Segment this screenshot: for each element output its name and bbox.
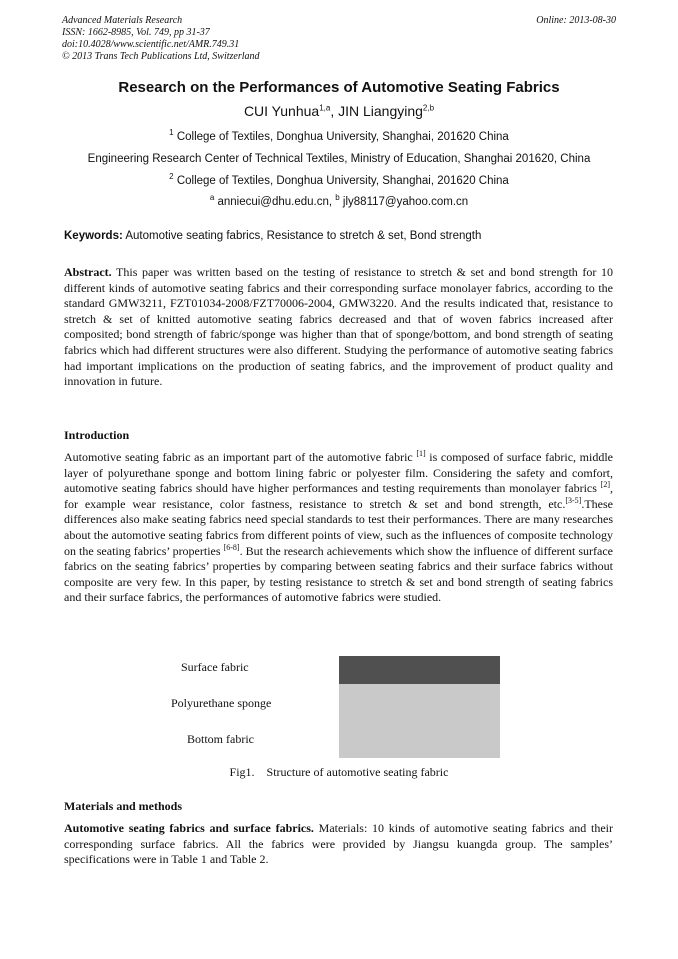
affiliation-2 [0, 172, 678, 187]
journal-doi: doi:10.4028/www.scientific.net/AMR.749.31 [62, 39, 240, 50]
author-2-sup: 2,b [422, 103, 435, 113]
journal-header [62, 15, 260, 63]
author-separator: , [330, 103, 339, 119]
citation-2: [2] [600, 480, 610, 490]
keywords-label: Keywords: [64, 230, 123, 242]
intro-text-3: , for example wear resistance, color fastness, resistance to stretch & set and bond strength, etc. [64, 481, 613, 511]
online-date: Online: 2013-08-30 [536, 15, 616, 26]
abstract-label: Abstract. [64, 265, 112, 279]
intro-text-1: Automotive seating fabric as an important part of the automotive fabric [64, 450, 417, 464]
introduction-text [64, 450, 613, 606]
journal-name: Advanced Materials Research [62, 15, 183, 26]
affiliation-1-text: College of Textiles, Donghua University, Shanghai, 201620 China [173, 131, 509, 143]
surface-fabric-layer [339, 656, 500, 684]
author-line [0, 103, 678, 119]
figure-label-surface: Surface fabric [181, 660, 249, 674]
email-b: jly88117@yahoo.com.cn [339, 196, 469, 208]
keywords-text: Automotive seating fabrics, Resistance to stretch & set, Bond strength [122, 230, 482, 242]
figure-label-sponge: Polyurethane sponge [171, 696, 272, 710]
author-1: CUI Yunhua [243, 103, 320, 119]
author-1-sup: 1,a [319, 103, 331, 113]
sponge-layer [339, 684, 500, 758]
intro-text-5: . But the research achievements which show the influence of different surface fabrics on the seating fabrics’ properties by comparing between seating fabrics and their surface fabrics without composite are very few. In this paper, by testing resistance to stretch & set and bond strength of seating fabrics and their surface fabrics, the performances of automotive fabrics were studied. [64, 543, 613, 605]
email-a-sup: a [209, 193, 215, 203]
citation-3: [3-5] [565, 495, 582, 505]
journal-copyright: © 2013 Trans Tech Publications Ltd, Switzerland [62, 51, 260, 62]
email-b-sup: b [335, 193, 340, 203]
materials-body: Materials: 10 kinds of automotive seating fabrics and their corresponding surface fabrics. All the fabrics were provided by Jiangsu kuangda group. The samples’ specifications were in Table 1 and Table 2. [64, 821, 614, 867]
author-2: JIN Liangying [338, 103, 423, 119]
materials-subheading: Automotive seating fabrics and surface fabrics. [64, 821, 314, 835]
fabric-structure-figure [339, 656, 500, 758]
affiliation-1 [0, 128, 678, 143]
affiliation-1b: Engineering Research Center of Technical Textiles, Ministry of Education, Shanghai 201620, China [87, 153, 591, 165]
abstract-text: This paper was written based on the testing of resistance to stretch & set and bond strength for 10 different kinds of automotive seating fabrics and their corresponding surface monolayer fabrics, according to the standard GMW3211, FZT01034-2008/FZT70006-2004, GMW3220. And the results indicated that, resistance to stretch & set of knitted automotive seating fabrics decreased and that of woven fabrics increased after composited; bond strength of fabric/sponge was higher than that of sponge/bottom, and bond strength of seating fabrics which had different structures were also different. Studying the performance of automotive seating fabrics had important implications on the production of seating fabrics, and the improvement of product quality and innovation in future. [64, 265, 613, 389]
citation-4: [6-8] [223, 542, 240, 552]
email-a: anniecui@dhu.edu.cn, [214, 196, 336, 208]
journal-issn: ISSN: 1662-8985, Vol. 749, pp 31-37 [62, 27, 210, 38]
affiliation-2-text: College of Textiles, Donghua University, Shanghai, 201620 China [173, 175, 509, 187]
paper-title: Research on the Performances of Automotive Seating Fabrics [118, 79, 560, 96]
affiliation-2-sup: 2 [169, 172, 174, 182]
figure-label-bottom: Bottom fabric [187, 732, 254, 746]
keywords [64, 230, 481, 242]
intro-text-2: is composed of surface fabric, middle layer of polyurethane sponge and bottom lining fabric or polyester film. Considering the safety and comfort, automotive seating fabrics should have higher performances and testing requirements than monolayer fabrics [64, 450, 613, 496]
email-line [0, 193, 678, 208]
intro-text-4: .These differences also make seating fabrics need special standards to test their performances. There are many researches about the automotive seating fabrics from different points of view, such as the influences of composite technology on the seating fabrics’ properties [64, 496, 613, 558]
introduction-heading: Introduction [64, 428, 130, 442]
figure-caption: Fig1. Structure of automotive seating fabric [229, 765, 449, 779]
affiliation-1-sup: 1 [169, 128, 174, 138]
citation-1: [1] [416, 449, 426, 458]
abstract [64, 265, 613, 390]
materials-heading: Materials and methods [64, 799, 182, 813]
materials-text [64, 821, 613, 868]
